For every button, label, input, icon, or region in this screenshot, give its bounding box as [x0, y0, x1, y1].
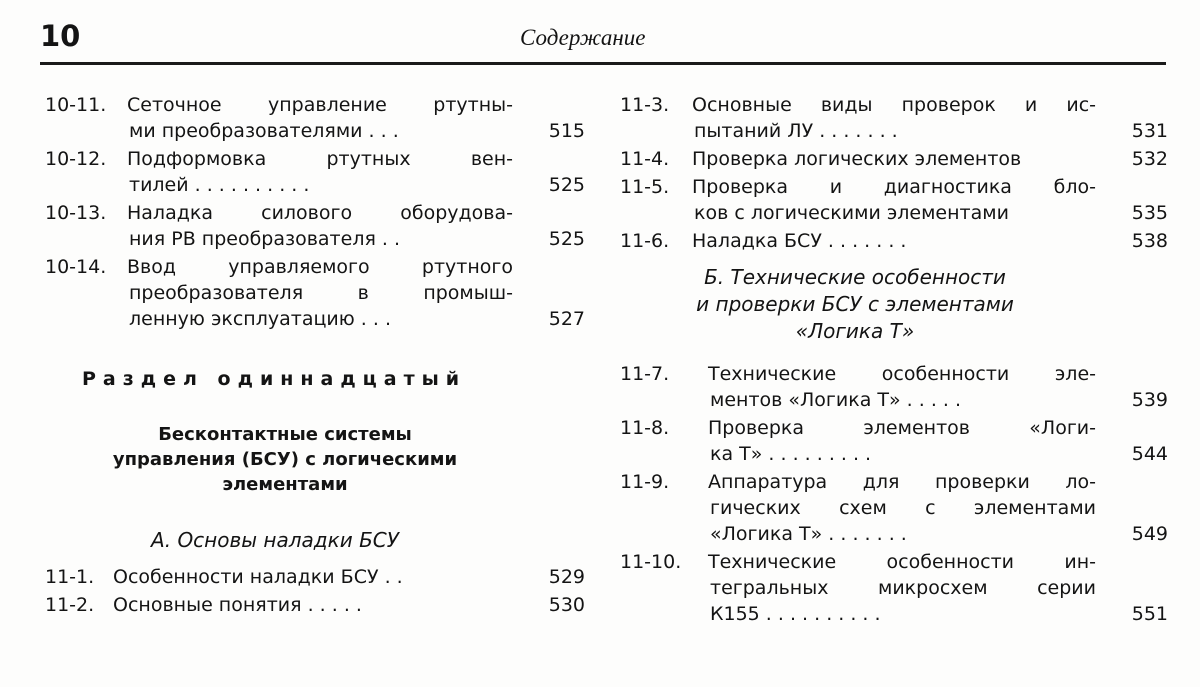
subsection-title-b — [620, 264, 1090, 345]
toc-entry — [620, 174, 1168, 226]
toc-entry-text-line: гических схем с элементами — [710, 497, 1096, 519]
toc-entry-page: 532 — [1131, 148, 1168, 170]
toc-entry — [620, 469, 1168, 547]
section-title-line: элементами — [222, 474, 348, 495]
toc-entry-text-line: «Логика Т» . . . . . . . — [710, 523, 907, 545]
toc-entry — [45, 146, 585, 198]
toc-entry-text-line: К155 . . . . . . . . . . — [710, 603, 881, 625]
section-title-line: Бесконтактные системы — [158, 424, 412, 445]
toc-entry-text-line: преобразователя в промыш- — [129, 282, 513, 304]
toc-entry-text-line: Аппаратура для проверки ло- — [708, 471, 1096, 493]
toc-entry-text-line: Особенности наладки БСУ . . — [113, 566, 403, 588]
toc-entry-text-line: Сеточное управление ртутны- — [127, 94, 513, 116]
toc-entry-text-line: пытаний ЛУ . . . . . . . — [694, 120, 898, 142]
toc-entry-list-left-top — [45, 92, 585, 332]
subsection-title-a: А. Основы наладки БСУ — [151, 528, 399, 552]
toc-entry-text-line: ментов «Логика Т» . . . . . — [710, 389, 962, 411]
toc-entry-text-line: тилей . . . . . . . . . . — [129, 174, 310, 196]
toc-entry-number: 11-10. — [620, 551, 682, 573]
toc-entry-page: 549 — [1131, 523, 1168, 545]
toc-entry-list-right-top — [620, 92, 1168, 254]
toc-entry-page: 531 — [1131, 120, 1168, 142]
toc-entry-number: 11-1. — [45, 566, 95, 588]
toc-entry-number: 10-11. — [45, 94, 107, 116]
toc-entry — [620, 361, 1168, 413]
toc-entry-page: 538 — [1131, 230, 1168, 252]
toc-entry-text-line: Проверка логических элементов — [692, 148, 1022, 170]
toc-entry-number: 11-3. — [620, 94, 670, 116]
subsection-title-line: Б. Технические особенности — [704, 265, 1006, 289]
toc-right-column — [620, 92, 1168, 629]
toc-entry — [620, 415, 1168, 467]
subsection-title-line: «Логика Т» — [795, 319, 915, 343]
toc-entry-list-right-bottom — [620, 361, 1168, 627]
toc-entry — [620, 92, 1168, 144]
subsection-title-line: и проверки БСУ с элементами — [696, 292, 1014, 316]
toc-entry-text-line: Основные понятия . . . . . — [113, 594, 362, 616]
toc-entry-page: 539 — [1131, 389, 1168, 411]
toc-entry-page: 527 — [548, 308, 585, 330]
toc-entry-text-line: Наладка БСУ . . . . . . . — [692, 230, 907, 252]
toc-entry-text-line: Технические особенности эле- — [708, 363, 1096, 385]
toc-entry-number: 11-2. — [45, 594, 95, 616]
toc-entry — [45, 200, 585, 252]
header-rule — [40, 62, 1166, 65]
section-label: Раздел одиннадцатый — [82, 368, 467, 390]
toc-entry — [45, 564, 585, 590]
toc-entry-text-line: ков с логическими элементами — [694, 202, 1009, 224]
toc-entry-text-line: ка Т» . . . . . . . . . — [710, 443, 872, 465]
toc-left-column — [45, 92, 585, 620]
toc-entry-text-line: ния РВ преобразователя . . — [129, 228, 401, 250]
toc-entry-page: 525 — [548, 174, 585, 196]
toc-entry-number: 11-6. — [620, 230, 670, 252]
toc-entry-page: 525 — [548, 228, 585, 250]
toc-entry-text-line: тегральных микросхем серии — [710, 577, 1096, 599]
toc-entry-number: 10-14. — [45, 256, 107, 278]
toc-entry-number: 11-4. — [620, 148, 670, 170]
toc-entry-page: 551 — [1131, 603, 1168, 625]
toc-entry-number: 10-13. — [45, 202, 107, 224]
running-header-title: Содержание — [520, 25, 646, 50]
toc-entry-number: 11-5. — [620, 176, 670, 198]
toc-entry-text-line: Проверка и диагностика бло- — [692, 176, 1096, 198]
toc-entry-text-line: ленную эксплуатацию . . . — [129, 308, 391, 330]
page-number: 10 — [40, 19, 81, 53]
toc-entry — [620, 549, 1168, 627]
toc-entry-text-line: Наладка силового оборудова- — [127, 202, 513, 224]
toc-entry-number: 11-8. — [620, 417, 670, 439]
toc-entry-text-line: Технические особенности ин- — [708, 551, 1096, 573]
toc-entry — [45, 592, 585, 618]
section-title — [75, 422, 495, 497]
section-title-line: управления (БСУ) с логическими — [112, 449, 458, 470]
toc-entry-text-line: Проверка элементов «Логи- — [708, 417, 1096, 439]
toc-entry — [620, 146, 1168, 172]
toc-entry-number: 11-9. — [620, 471, 670, 493]
toc-entry-number: 11-7. — [620, 363, 670, 385]
toc-entry-page: 529 — [548, 566, 585, 588]
toc-entry-text-line: Подформовка ртутных вен- — [127, 148, 513, 170]
toc-entry-number: 10-12. — [45, 148, 107, 170]
toc-entry-list-left-bottom — [45, 564, 585, 618]
toc-entry-page: 535 — [1131, 202, 1168, 224]
toc-entry-text-line: ми преобразователями . . . — [129, 120, 399, 142]
toc-entry-text-line: Ввод управляемого ртутного — [127, 256, 513, 278]
toc-entry-page: 515 — [548, 120, 585, 142]
toc-entry — [45, 254, 585, 332]
toc-entry — [45, 92, 585, 144]
toc-entry-text-line: Основные виды проверок и ис- — [692, 94, 1096, 116]
toc-entry-page: 544 — [1131, 443, 1168, 465]
toc-entry-page: 530 — [548, 594, 585, 616]
toc-entry — [620, 228, 1168, 254]
